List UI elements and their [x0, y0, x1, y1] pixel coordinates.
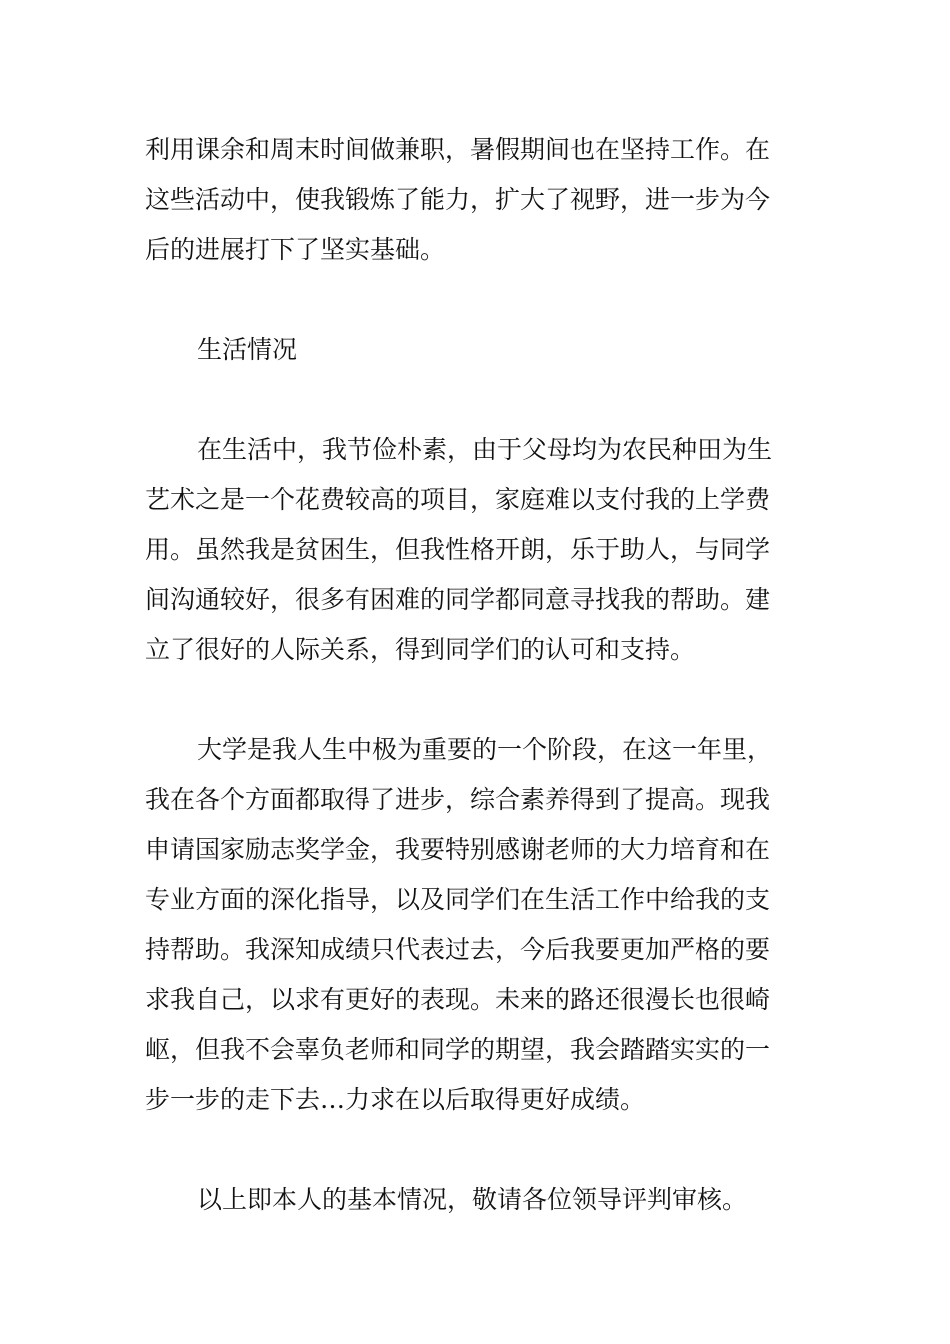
- paragraph-2-line-1: 在生活中，我节俭朴素，由于父母均为农民种田为生: [197, 435, 773, 464]
- paragraph-3-line-4: 专业方面的深化指导，以及同学们在生活工作中给我的支: [145, 885, 771, 914]
- paragraph-3-line-7: 岖，但我不会辜负老师和同学的期望，我会踏踏实实的一: [145, 1035, 771, 1064]
- paragraph-1-line-2: 这些活动中，使我锻炼了能力，扩大了视野，进一步为今: [145, 185, 771, 214]
- paragraph-2-line-3: 用。虽然我是贫困生，但我性格开朗，乐于助人，与同学: [145, 535, 771, 564]
- paragraph-3-line-3: 申请国家励志奖学金，我要特别感谢老师的大力培育和在: [145, 835, 771, 864]
- paragraph-2-line-2: 艺术之是一个花费较高的项目，家庭难以支付我的上学费: [145, 485, 771, 514]
- paragraph-3-line-1: 大学是我人生中极为重要的一个阶段，在这一年里，: [197, 735, 773, 764]
- paragraph-3-line-5: 持帮助。我深知成绩只代表过去，今后我要更加严格的要: [145, 935, 771, 964]
- paragraph-3-line-2: 我在各个方面都取得了进步，综合素养得到了提高。现我: [145, 785, 771, 814]
- paragraph-3-line-8: 步一步的走下去…力求在以后取得更好成绩。: [145, 1085, 646, 1114]
- paragraph-1-line-3: 后的进展打下了坚实基础。: [145, 235, 446, 264]
- paragraph-3-line-6: 求我自己，以求有更好的表现。未来的路还很漫长也很崎: [145, 985, 771, 1014]
- closing-line: 以上即本人的基本情况，敬请各位领导评判审核。: [197, 1185, 748, 1214]
- paragraph-2-line-5: 立了很好的人际关系，得到同学们的认可和支持。: [145, 635, 696, 664]
- paragraph-2-line-4: 间沟通较好，很多有困难的同学都同意寻找我的帮助。建: [145, 585, 771, 614]
- section-heading-life: 生活情况: [197, 335, 298, 364]
- paragraph-1-line-1: 利用课余和周末时间做兼职，暑假期间也在坚持工作。在: [145, 135, 771, 164]
